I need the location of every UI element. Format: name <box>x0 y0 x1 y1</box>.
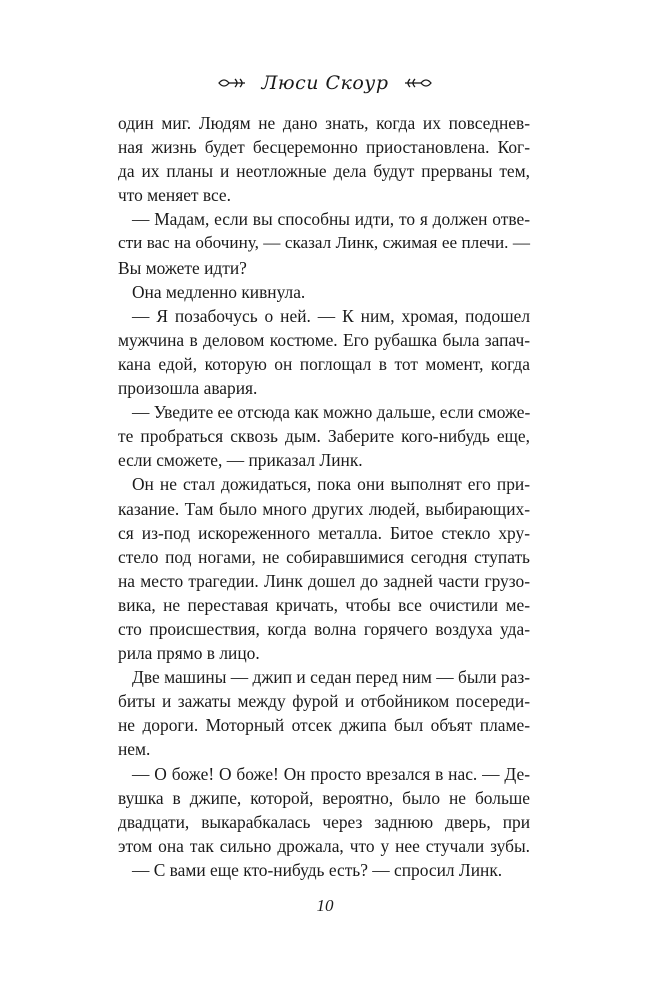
text-line: вушка в джипе, которой, вероятно, было не больше <box>118 787 530 808</box>
text-line: да их планы и неотложные дела будут прерваны тем, <box>118 161 530 182</box>
text-line: казание. Там было много других людей, выбирающих- <box>118 498 530 519</box>
ornament-right-icon <box>403 76 433 90</box>
text-line: — Мадам, если вы способны идти, то я должен отве- <box>132 209 530 230</box>
text-line: что меняет все. <box>118 185 231 206</box>
text-line: Он не стал дожидаться, пока они выполнят его при- <box>132 474 530 495</box>
text-line: — Уведите ее отсюда как можно дальше, если сможе- <box>132 402 531 423</box>
running-header-author: Люси Скоур <box>261 72 389 94</box>
text-line: один миг. Людям не дано знать, когда их повседнев- <box>118 113 530 133</box>
text-line: кана едой, которую он поглощал в тот момент, когда <box>118 353 530 374</box>
ornament-left-icon <box>217 76 247 90</box>
text-line: — Я позабочусь о ней. — К ним, хромая, подошел <box>132 305 530 326</box>
text-line: сти вас на обочину, — сказал Линк, сжимая ее плечи. — <box>118 233 530 253</box>
text-line: Она медленно кивнула. <box>132 281 306 302</box>
text-line: этом она так сильно дрожала, что у нее стучали зубы. <box>118 835 530 856</box>
text-line: нем. <box>118 739 151 760</box>
text-line: стело под ногами, не собиравшимися сегодня ступать <box>118 546 530 567</box>
text-line: произошла авария. <box>118 378 258 399</box>
text-line: — О боже! О боже! Он просто врезался в нас. — Де- <box>132 763 530 784</box>
text-line: сто происшествия, когда волна горячего воздуха уда- <box>118 618 530 639</box>
text-line: биты и зажаты между фурой и отбойником посереди- <box>118 691 530 712</box>
text-line: двадцати, выкарабкалась через заднюю дверь, при <box>118 811 530 832</box>
text-line: ная жизнь будет бесцеремонно приостановлена. Ког- <box>118 137 530 158</box>
text-line: — С вами еще кто-нибудь есть? — спросил Линк. <box>132 859 503 880</box>
body-text <box>118 111 530 882</box>
text-line: на место трагедии. Линк дошел до задней части грузо- <box>118 570 530 591</box>
text-line: если сможете, — приказал Линк. <box>118 450 363 471</box>
text-line: вика, не переставая кричать, чтобы все очистили ме- <box>118 594 530 615</box>
text-line: рила прямо в лицо. <box>118 643 260 664</box>
text-line: ся из-под искореженного металла. Битое стекло хру- <box>118 522 530 543</box>
text-line: Вы можете идти? <box>118 257 247 278</box>
text-line: Две машины — джип и седан перед ним — были раз- <box>132 667 530 688</box>
text-line: мужчина в деловом костюме. Его рубашка была запач- <box>118 329 530 350</box>
page-number: 10 <box>316 896 334 915</box>
running-header <box>0 72 650 94</box>
text-line: те пробраться сквозь дым. Заберите кого-нибудь еще, <box>118 426 530 447</box>
text-line: не дороги. Моторный отсек джипа был объят пламе- <box>118 715 530 736</box>
